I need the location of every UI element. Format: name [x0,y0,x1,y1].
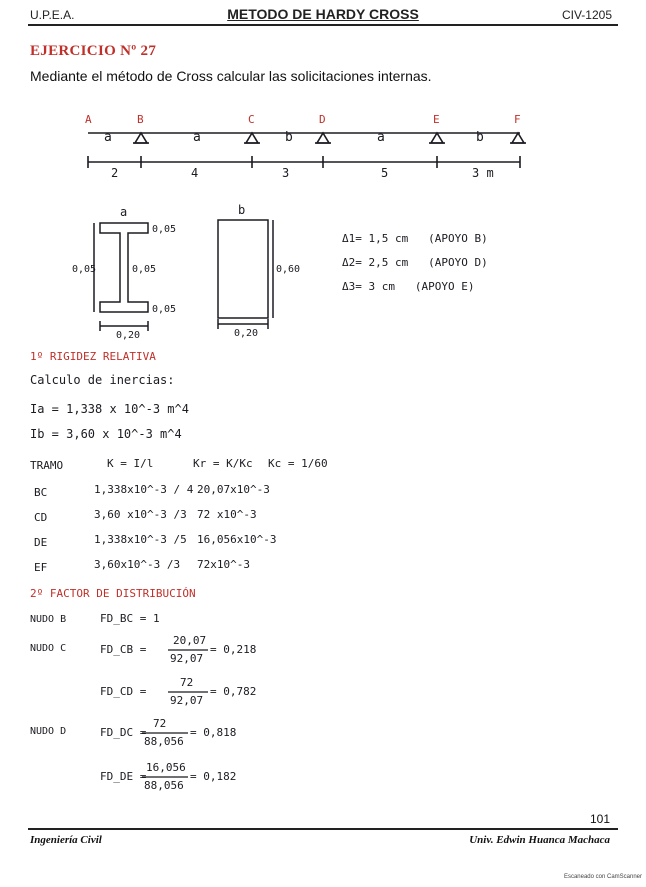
nodo-b-expr: FD_BC = 1 [100,612,160,625]
span-label: 4 [191,166,199,180]
nodo-d-name: NUDO D [30,726,67,737]
segment-label: a [104,130,112,145]
section-b-name: b [238,203,246,217]
fd-cb-den: 92,07 [170,652,204,665]
fd-cd-lhs: FD_CD = [100,685,147,698]
segment-label: b [285,130,293,145]
fd-cd-num: 72 [180,676,194,689]
fd-cd-den: 92,07 [170,694,204,707]
support-label-b: B [137,113,144,126]
table-row-k: 3,60x10^-3 /3 [94,558,181,571]
table-row-kr: 16,056x10^-3 [197,533,277,546]
table-row-tramo: CD [34,511,48,524]
rigidity-heading: 1º RIGIDEZ RELATIVA [30,350,156,363]
fd-cb-num: 20,07 [173,634,207,647]
page-number: 101 [589,812,610,826]
col-header-kc: Kc = 1/60 [268,457,328,470]
inertia-b: Ib = 3,60 x 10^-3 m^4 [30,427,182,441]
support-label-c: C [248,113,255,126]
span-label: 3 m [472,166,494,180]
span-label: 5 [381,166,389,180]
col-header-tramo: TRAMO [30,459,64,472]
fd-dc-lhs: FD_DC = [100,726,147,739]
support-label-e: E [433,113,440,126]
segment-label: b [476,130,484,145]
section-a-web: 0,05 [132,264,157,275]
nodo-b-name: NUDO B [30,614,67,625]
table-row-kr: 20,07x10^-3 [197,483,270,496]
fd-dc-den: 88,056 [144,735,184,748]
distribution-heading: 2º FACTOR DE DISTRIBUCIÓN [30,587,196,600]
nodo-c-name: NUDO C [30,643,67,654]
segment-label: a [193,130,201,145]
section-a-name: a [120,205,128,219]
span-label: 2 [111,166,119,180]
table-row-tramo: EF [34,561,48,574]
fd-de-lhs: FD_DE = [100,770,147,783]
table-row-kr: 72 x10^-3 [197,508,257,521]
span-label: 3 [282,166,290,180]
fd-de-num: 16,056 [146,761,186,774]
col-header-kr: Kr = K/Kc [193,457,253,470]
fd-cb-lhs: FD_CB = [100,643,147,656]
settlement-2: Δ2= 2,5 cm (APOYO D) [342,256,488,269]
fd-cd-result: = 0,782 [210,685,257,698]
table-row-kr: 72x10^-3 [197,558,250,571]
fd-dc-num: 72 [153,717,167,730]
section-a-width: 0,20 [116,330,141,341]
table-row-tramo: DE [34,536,48,549]
table-row-k: 3,60 x10^-3 /3 [94,508,187,521]
fd-de-result: = 0,182 [190,770,237,783]
support-label-f: F [514,113,521,126]
col-header-k: K = I/l [107,457,154,470]
settlement-3: Δ3= 3 cm (APOYO E) [342,280,475,293]
fd-de-den: 88,056 [144,779,184,792]
exercise-title: EJERCICIO Nº 27 [30,43,157,59]
header-title: METODO DE HARDY CROSS [227,6,419,22]
footer-right: Univ. Edwin Huanca Machaca [469,834,610,846]
footer-left: Ingeniería Civil [30,834,102,846]
header-course-code: CIV-1205 [561,8,612,22]
support-label-a: A [85,113,92,126]
table-row-tramo: BC [34,486,48,499]
segment-label: a [377,130,385,145]
footer-rule [28,828,618,830]
section-a-top-flange: 0,05 [152,224,177,235]
header-left: U.P.E.A. [30,8,75,22]
settlement-1: Δ1= 1,5 cm (APOYO B) [342,232,488,245]
fd-dc-result: = 0,818 [190,726,237,739]
section-a-height: 0,05 [72,264,97,275]
fd-cb-result: = 0,218 [210,643,257,656]
inertia-a: Ia = 1,338 x 10^-3 m^4 [30,402,189,416]
section-a-bottom-flange: 0,05 [152,304,177,315]
table-row-k: 1,338x10^-3 /5 [94,533,187,546]
support-label-d: D [319,113,326,126]
exercise-statement: Mediante el método de Cross calcular las solicitaciones internas. [30,68,432,84]
section-b-height: 0,60 [276,264,301,275]
section-b-width: 0,20 [234,328,259,339]
scan-watermark: Escaneado con CamScanner [563,874,642,880]
table-row-k: 1,338x10^-3 / 4 [94,483,194,496]
rigidity-subheading: Calculo de inercias: [30,373,175,387]
